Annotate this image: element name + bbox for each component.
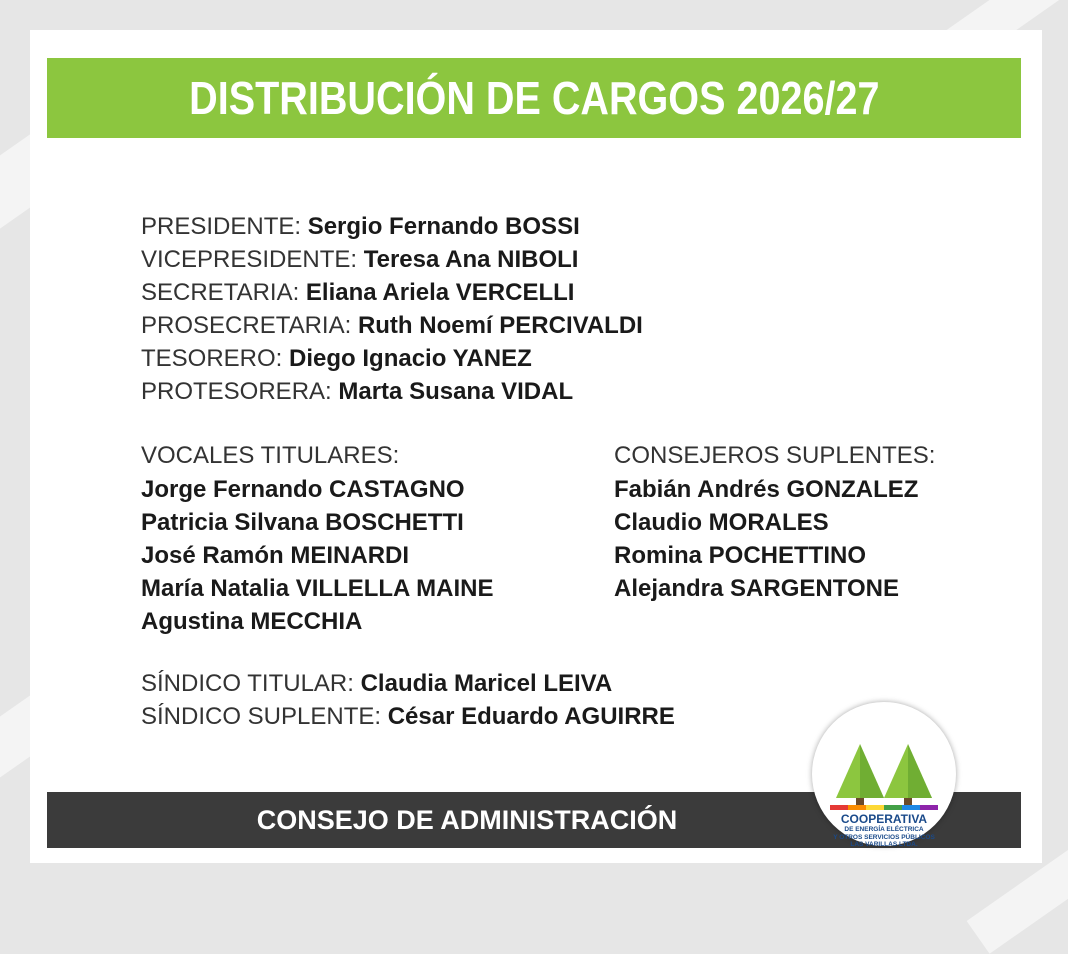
logo-line-1: DE ENERGÍA ELÉCTRICA bbox=[844, 826, 924, 833]
officer-row bbox=[141, 276, 574, 309]
person-name: Ruth Noemí PERCIVALDI bbox=[357, 312, 643, 339]
role-label: PROTESORERA: bbox=[141, 378, 332, 405]
sindico-row bbox=[141, 667, 612, 700]
logo-line bbox=[812, 826, 956, 849]
person-name: Teresa Ana NIBOLI bbox=[363, 246, 579, 273]
person-name: Eliana Ariela VERCELLI bbox=[305, 279, 575, 306]
person-name: César Eduardo AGUIRRE bbox=[387, 703, 675, 730]
officer-row bbox=[141, 210, 580, 243]
logo-line-3: LAS VARILLAS LTDA. bbox=[850, 841, 918, 848]
suplentes-heading: CONSEJEROS SUPLENTES: bbox=[614, 442, 936, 469]
sindico-row bbox=[141, 700, 675, 733]
vocal-name: Patricia Silvana BOSCHETTI bbox=[141, 509, 464, 536]
role-label: PROSECRETARIA: bbox=[141, 312, 352, 339]
suplente-name: Claudio MORALES bbox=[614, 509, 829, 536]
person-name: Marta Susana VIDAL bbox=[338, 378, 574, 405]
role-label: SECRETARIA: bbox=[141, 279, 300, 306]
person-name: Claudia Maricel LEIVA bbox=[360, 670, 613, 697]
cooperativa-logo bbox=[812, 702, 956, 846]
officer-row bbox=[141, 243, 578, 276]
officer-row bbox=[141, 375, 573, 408]
officer-row bbox=[141, 342, 532, 375]
logo-line-2: Y OTROS SERVICIOS PÚBLICOS bbox=[833, 833, 935, 841]
title-banner bbox=[47, 58, 1021, 138]
suplente-name: Romina POCHETTINO bbox=[614, 542, 867, 569]
footer-label: CONSEJO DE ADMINISTRACIÓN bbox=[256, 804, 678, 835]
page-title: DISTRIBUCIÓN DE CARGOS 2026/27 bbox=[188, 72, 880, 124]
officer-row bbox=[141, 309, 643, 342]
role-label: VICEPRESIDENTE: bbox=[141, 246, 358, 273]
role-label: TESORERO: bbox=[141, 345, 283, 372]
suplente-name: Alejandra SARGENTONE bbox=[614, 575, 899, 602]
vocal-name: José Ramón MEINARDI bbox=[141, 542, 410, 569]
vocales-heading: VOCALES TITULARES: bbox=[141, 442, 400, 469]
vocal-name: Jorge Fernando CASTAGNO bbox=[141, 476, 465, 503]
role-label: SÍNDICO TITULAR: bbox=[141, 670, 354, 697]
person-name: Diego Ignacio YANEZ bbox=[289, 345, 532, 372]
role-label: PRESIDENTE: bbox=[141, 213, 302, 240]
person-name: Sergio Fernando BOSSI bbox=[307, 213, 580, 240]
logo-title: COOPERATIVA bbox=[840, 812, 928, 826]
suplente-name: Fabián Andrés GONZALEZ bbox=[614, 476, 919, 503]
vocal-name: María Natalia VILLELLA MAINE bbox=[141, 575, 494, 602]
role-label: SÍNDICO SUPLENTE: bbox=[141, 703, 382, 730]
vocal-name: Agustina MECCHIA bbox=[141, 608, 363, 635]
